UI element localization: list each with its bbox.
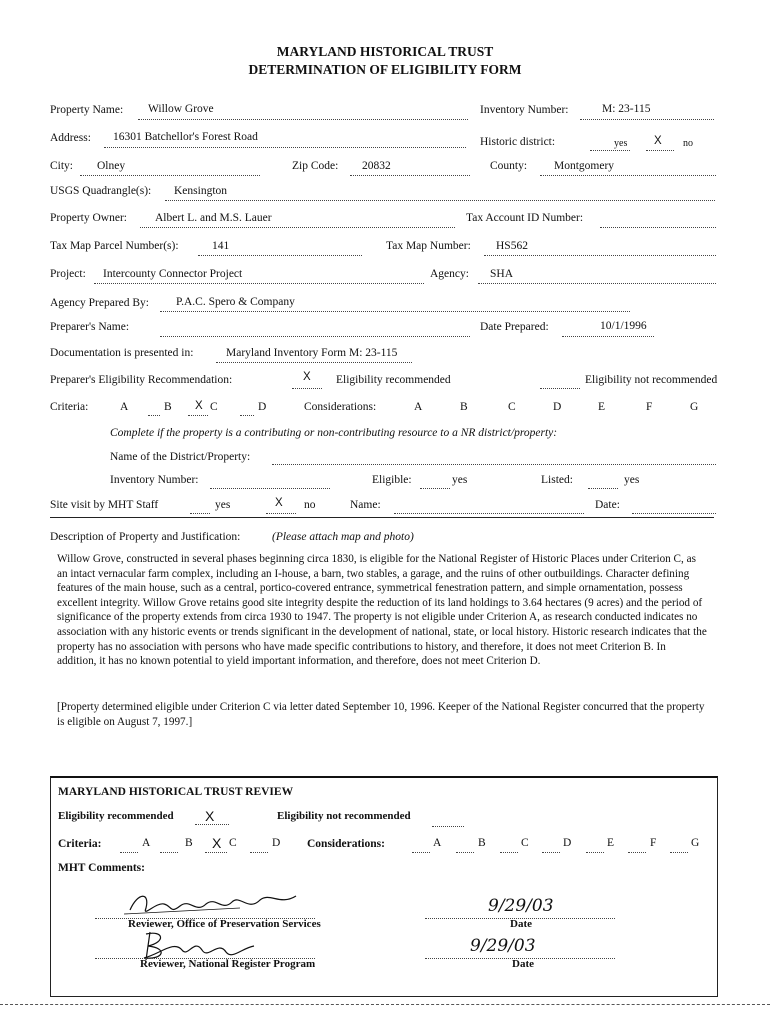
review-comments-label: MHT Comments: <box>58 862 145 874</box>
preparer-label: Preparer's Name: <box>50 321 130 333</box>
form-title-line1: MARYLAND HISTORICAL TRUST <box>276 44 494 59</box>
date-prepared-label: Date Prepared: <box>480 321 549 333</box>
consideration-a: A <box>414 401 423 413</box>
date-2-value: 9/29/03 <box>470 936 536 956</box>
district-name-label: Name of the District/Property: <box>110 451 251 463</box>
site-visit-yes: yes <box>215 499 231 511</box>
review-criteria-a: A <box>142 837 151 849</box>
criteria-a: A <box>120 401 129 413</box>
zip-value: 20832 <box>362 160 391 172</box>
site-visit-label: Site visit by MHT Staff <box>50 499 159 511</box>
historic-district-yes: yes <box>614 138 628 149</box>
project-label: Project: <box>50 268 86 280</box>
site-visit-date-label: Date: <box>595 499 620 511</box>
consideration-g: G <box>690 401 699 413</box>
review-title: MARYLAND HISTORICAL TRUST REVIEW <box>58 786 294 798</box>
property-name-value: Willow Grove <box>148 103 214 115</box>
criteria-c-mark: X <box>195 400 203 412</box>
tax-map-label: Tax Map Number: <box>386 240 471 252</box>
review-consideration-b: B <box>478 837 486 849</box>
scan-edge-line <box>0 1004 770 1005</box>
review-eligibility-mark: X <box>205 808 215 824</box>
review-consideration-d: D <box>563 837 572 849</box>
review-consideration-f: F <box>650 837 657 849</box>
criteria-c: C <box>210 401 218 413</box>
historic-district-no: no <box>683 138 693 149</box>
agency-prepared-value: P.A.C. Spero & Company <box>176 296 295 308</box>
district-inventory-label: Inventory Number: <box>110 474 199 486</box>
date-1-label: Date <box>510 918 532 930</box>
description-paragraph-2: [Property determined eligible under Criterion C via letter dated September 10, 1996. Keeper of the National Register concurred that the property is eligible on August 7, 1997.] <box>57 701 705 728</box>
city-label: City: <box>50 160 74 172</box>
review-criteria-label: Criteria: <box>58 838 102 850</box>
reviewer-1-label: Reviewer, Office of Preservation Services <box>128 918 321 930</box>
site-visit-no: no <box>304 499 316 511</box>
review-considerations-label: Considerations: <box>307 838 385 850</box>
review-consideration-c: C <box>521 837 529 849</box>
reviewer-2-label: Reviewer, National Register Program <box>140 958 316 970</box>
reviewer-1-signature <box>120 888 310 922</box>
eligibility-recommended-label: Eligibility recommended <box>336 374 451 386</box>
description-note: (Please attach map and photo) <box>272 531 414 543</box>
agency-value: SHA <box>490 268 514 280</box>
documentation-label: Documentation is presented in: <box>50 347 194 359</box>
criteria-d: D <box>258 401 267 413</box>
inventory-number-label: Inventory Number: <box>480 104 569 116</box>
site-visit-mark: X <box>275 497 283 509</box>
form-title-line2: DETERMINATION OF ELIGIBILITY FORM <box>248 62 522 77</box>
address-value: 16301 Batchellor's Forest Road <box>113 131 258 143</box>
review-criteria-b: B <box>185 837 193 849</box>
description-paragraph-1: Willow Grove, constructed in several phases beginning circa 1830, is eligible for the National Register of Historic Places under Criterion C, as an intact vernacular farm complex, including an I-house, a barn, two stables, a garage, and the ruins of other outbuildings. Character defining features of the main house, such as a central, portico-covered entrance, symmetrical fenestration pattern, and simple ornamentation, possess excellent integrity. Willow Grove retains good site integrity despite the reduction of its land holdings to 3.64 hectares (9 acres) and the period of significance of the property extends from circa 1930 to 1947. The property is not eligible under Criterion A, as research conducted indicates no association with any historic events or trends significant in the development of national, state, or local history. Historic research indicates that the property has no association with persons who have made specific contributions to history, and therefore, it does not meet Criterion B. In addition, it has no known potential to yield important information, and therefore, does not meet Criterion D. <box>57 553 707 668</box>
recommendation-mark: X <box>303 371 311 383</box>
tax-map-value: HS562 <box>496 240 528 252</box>
agency-label: Agency: <box>430 268 469 280</box>
date-2-label: Date <box>512 958 534 970</box>
review-criteria-c-mark: X <box>212 835 222 851</box>
review-eligibility-recommended-label: Eligibility recommended <box>58 810 174 822</box>
eligibility-not-recommended-label: Eligibility not recommended <box>585 374 718 386</box>
eligible-yes: yes <box>452 474 468 486</box>
owner-label: Property Owner: <box>50 212 127 224</box>
description-label: Description of Property and Justification: <box>50 531 241 543</box>
review-consideration-e: E <box>607 837 615 849</box>
eligible-label: Eligible: <box>372 474 412 486</box>
listed-label: Listed: <box>541 474 573 486</box>
zip-label: Zip Code: <box>292 160 339 172</box>
considerations-label: Considerations: <box>304 401 377 413</box>
owner-value: Albert L. and M.S. Lauer <box>155 212 272 224</box>
inventory-number-value: M: 23-115 <box>602 103 651 115</box>
recommendation-label: Preparer's Eligibility Recommendation: <box>50 374 233 386</box>
documentation-value: Maryland Inventory Form M: 23-115 <box>226 347 398 359</box>
address-label: Address: <box>50 132 91 144</box>
usgs-label: USGS Quadrangle(s): <box>50 185 152 197</box>
consideration-d: D <box>553 401 562 413</box>
city-value: Olney <box>97 160 126 172</box>
review-consideration-g: G <box>691 837 700 849</box>
historic-district-label: Historic district: <box>480 136 556 148</box>
historic-district-mark: X <box>654 135 662 147</box>
property-name-label: Property Name: <box>50 104 124 116</box>
consideration-b: B <box>460 401 468 413</box>
review-consideration-a: A <box>433 837 442 849</box>
complete-note: Complete if the property is a contributing or non-contributing resource to a NR district/property: <box>110 427 558 439</box>
site-visit-name-label: Name: <box>350 499 381 511</box>
date-1-value: 9/29/03 <box>488 896 554 916</box>
section-divider <box>50 517 714 518</box>
consideration-f: F <box>646 401 653 413</box>
criteria-label: Criteria: <box>50 401 89 413</box>
listed-yes: yes <box>624 474 640 486</box>
county-label: County: <box>490 160 528 172</box>
review-criteria-c: C <box>229 837 237 849</box>
project-value: Intercounty Connector Project <box>103 268 243 280</box>
agency-prepared-label: Agency Prepared By: <box>50 297 149 309</box>
usgs-value: Kensington <box>174 185 228 197</box>
parcel-label: Tax Map Parcel Number(s): <box>50 240 179 252</box>
review-eligibility-not-recommended-label: Eligibility not recommended <box>277 810 411 822</box>
consideration-e: E <box>598 401 606 413</box>
county-value: Montgomery <box>554 160 615 172</box>
review-criteria-d: D <box>272 837 281 849</box>
criteria-b: B <box>164 401 172 413</box>
tax-account-label: Tax Account ID Number: <box>466 212 584 224</box>
parcel-value: 141 <box>212 240 230 252</box>
date-prepared-value: 10/1/1996 <box>600 320 647 332</box>
consideration-c: C <box>508 401 516 413</box>
